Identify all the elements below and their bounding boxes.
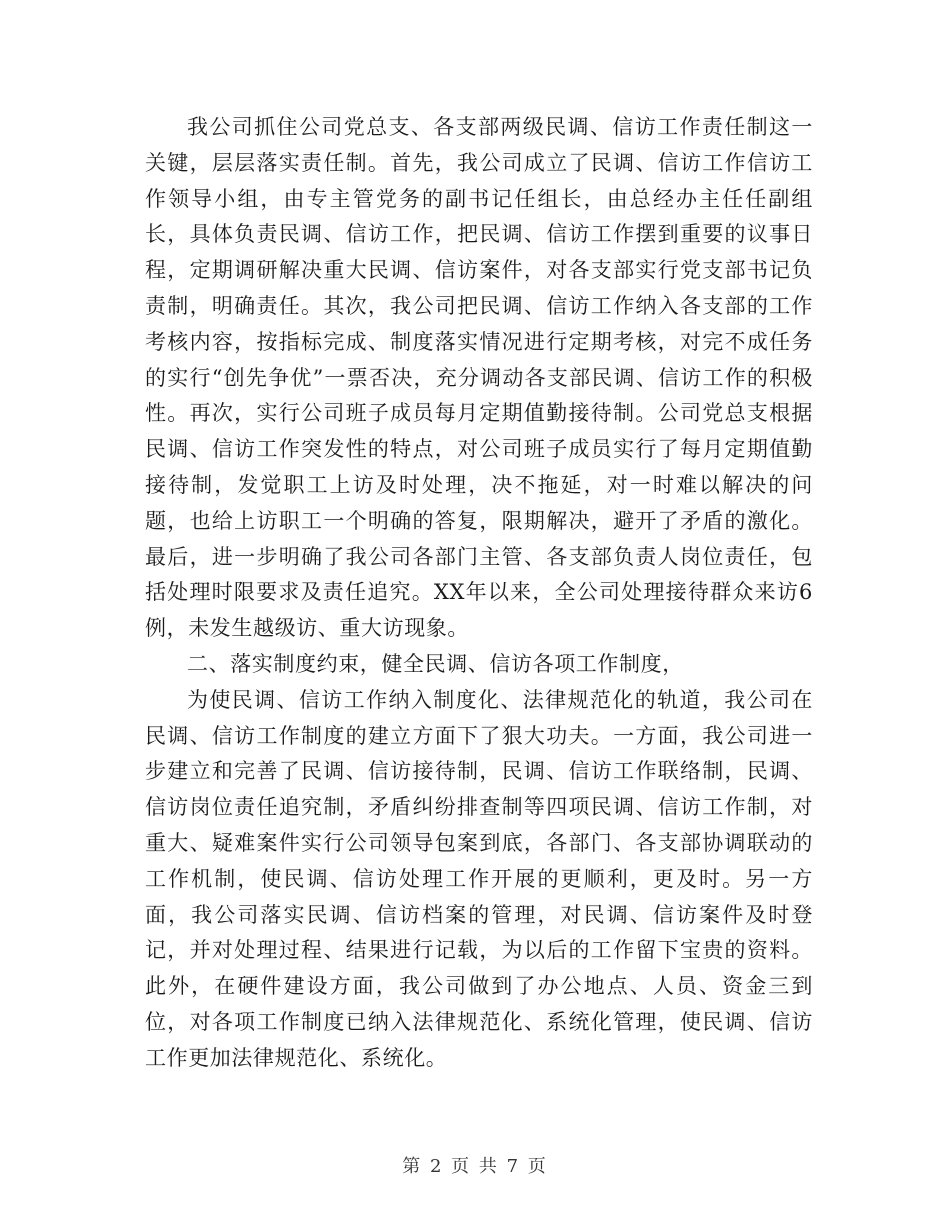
- document-body: [145, 110, 813, 1077]
- paragraph-responsibility-system: 我公司抓住公司党总支、各支部两级民调、信访工作责任制这一关键，层层落实责任制。首先，我公司成立了民调、信访工作信访工作领导小组，由专主管党务的副书记任组长，由总经办主任任副组长，具体负责民调、信访工作，把民调、信访工作摆到重要的议事日程，定期调研解决重大民调、信访案件，对各支部实行党支部书记负责制，明确责任。其次，我公司把民调、信访工作纳入各支部的工作考核内容，按指标完成、制度落实情况进行定期考核，对完不成任务的实行“创先争优”一票否决，充分调动各支部民调、信访工作的积极性。再次，实行公司班子成员每月定期值勤接待制。公司党总支根据民调、信访工作突发性的特点，对公司班子成员实行了每月定期值勤接待制，发觉职工上访及时处理，决不拖延，对一时难以解决的问题，也给上访职工一个明确的答复，限期解决，避开了矛盾的激化。最后，进一步明确了我公司各部门主管、各支部负责人岗位责任，包括处理时限要求及责任追究。XX年以来，全公司处理接待群众来访6例，未发生越级访、重大访现象。: [145, 115, 813, 641]
- paragraph-system-building: 为使民调、信访工作纳入制度化、法律规范化的轨道，我公司在民调、信访工作制度的建立方面下了狠大功夫。一方面，我公司进一步建立和完善了民调、信访接待制，民调、信访工作联络制，民调、信访岗位责任追究制，矛盾纠纷排查制等四项民调、信访工作制，对重大、疑难案件实行公司领导包案到底，各部门、各支部协调联动的工作机制，使民调、信访处理工作开展的更顺利，更及时。另一方面，我公司落实民调、信访档案的管理，对民调、信访案件及时登记，并对处理过程、结果进行记载，为以后的工作留下宝贵的资料。此外，在硬件建设方面，我公司做到了办公地点、人员、资金三到位，对各项工作制度已纳入法律规范化、系统化管理，使民调、信访工作更加法律规范化、系统化。: [145, 687, 813, 1070]
- section-heading-system-constraints: 二、落实制度约束，健全民调、信访各项工作制度，: [187, 651, 684, 676]
- page-number-footer: 第 2 页 共 7 页: [402, 1156, 548, 1177]
